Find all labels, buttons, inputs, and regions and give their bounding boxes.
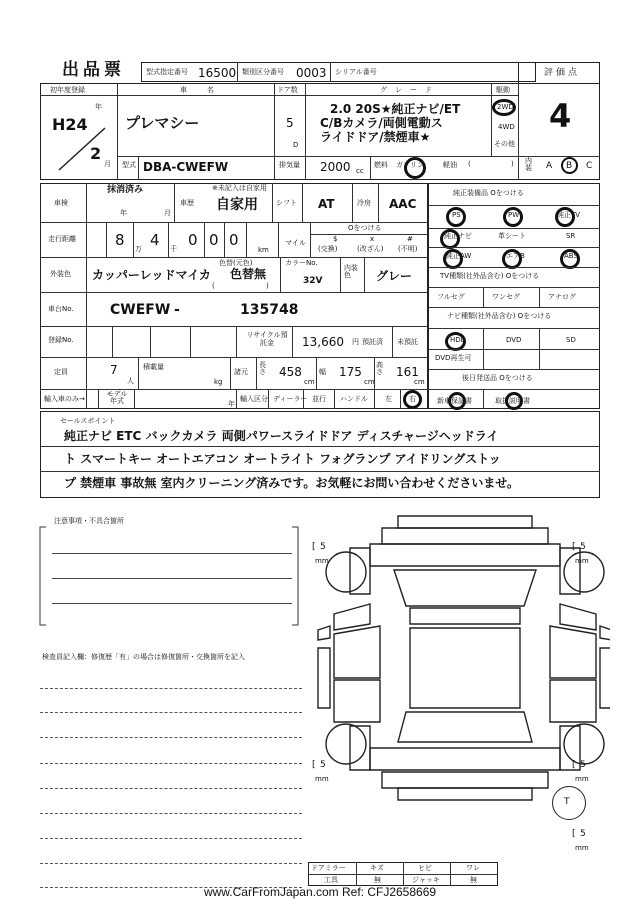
spare-mm: mm	[575, 844, 589, 852]
width-value: 175	[339, 365, 362, 379]
tire-rr-depth: 5	[580, 760, 586, 770]
km-unit: km	[258, 246, 269, 254]
caution-label: 注意事項・不具合箇所	[54, 517, 124, 525]
chassis-dash: -	[174, 302, 180, 318]
factory-header: 純正装備品 Oをつける	[453, 189, 524, 197]
equip-airbag[interactable]: エアB	[506, 252, 525, 260]
repaint-value: 色替無	[230, 267, 267, 281]
interior-grade-label: 内装	[525, 157, 532, 172]
drive-other[interactable]: その他	[494, 140, 515, 148]
form-title: 出品票	[62, 60, 125, 80]
serial-label: シリアル番号	[335, 68, 377, 76]
grade-line-3: ライドドア/禁煙車★	[320, 130, 431, 144]
ac-label: 冷房	[357, 199, 371, 207]
tire-rr-mm: mm	[575, 775, 589, 783]
repaint-label: 色替(元色)	[219, 259, 253, 267]
history-label: 車歴	[180, 199, 194, 207]
docs-header: 後日発送品 Oをつける	[462, 374, 533, 382]
car-name: プレマシー	[125, 114, 200, 132]
interior-color-label: 内装色	[344, 264, 358, 279]
meter-header: Oをつける	[348, 224, 382, 232]
equip-leather[interactable]: 革シート	[498, 232, 526, 240]
equip-airbag-circle	[502, 249, 522, 269]
equip-tv-circle	[555, 207, 575, 227]
handle-right-circle	[403, 390, 422, 409]
fuel-diesel[interactable]: 軽油	[443, 161, 457, 169]
interior-b[interactable]: B	[566, 161, 573, 171]
capacity-value: 7	[110, 363, 118, 377]
equip-pw-circle	[503, 207, 523, 227]
rating-value: 4	[549, 97, 572, 135]
model-cert-no: 16500	[198, 66, 237, 80]
interior-color-value: グレー	[376, 269, 413, 283]
chassis-label: 車台No.	[48, 305, 74, 313]
tv-analog[interactable]: アナログ	[548, 293, 576, 301]
inspector-label: 検査員記入欄：修復歴「有」の場合は修復箇所・交換箇所を記入	[42, 653, 245, 661]
fuel-paren-close: )	[511, 160, 514, 168]
navi-sd[interactable]: SD	[566, 336, 576, 344]
meter-opt-3[interactable]: #	[407, 235, 413, 243]
first-reg-month: 2	[90, 144, 102, 163]
equip-aw-circle	[443, 249, 463, 269]
equip-abs-circle	[560, 249, 580, 269]
drive-label: 駆動	[496, 86, 510, 94]
width-unit: cm	[364, 378, 375, 386]
grade-label: グレード	[380, 86, 440, 94]
doc-manual-circle	[505, 392, 523, 410]
year-label: 年	[95, 103, 102, 111]
tire-fl-mm: mm	[315, 557, 329, 565]
length-label: 長さ	[259, 361, 266, 376]
equip-tv[interactable]: 純正TV	[557, 211, 581, 219]
class-no: 0003	[296, 66, 327, 80]
legend-crack: ヒビ	[418, 864, 432, 872]
door-suffix: D	[293, 141, 299, 149]
handle-right[interactable]: 右	[409, 395, 416, 403]
ac-value: AAC	[389, 197, 417, 211]
tv-fullseg[interactable]: フルセグ	[437, 293, 465, 301]
model-cert-label: 型式指定番号	[146, 68, 188, 76]
repaint-paren-open: (	[212, 282, 215, 290]
class-label: 類別区分番号	[242, 68, 284, 76]
doc-warranty-circle	[448, 392, 466, 410]
fuel-gasoline[interactable]: ガソリン	[396, 161, 424, 169]
equip-ps[interactable]: PS	[452, 211, 461, 219]
reg-label: 登録No.	[48, 336, 74, 344]
recycle-unit: 円	[352, 338, 359, 346]
first-reg-label: 初年度登録	[50, 86, 85, 94]
mileage-sen: 千	[170, 245, 177, 253]
equip-navi-circle	[440, 229, 460, 249]
displacement-label: 排気量	[279, 161, 300, 169]
doors-label: ドア数	[277, 86, 298, 94]
length-value: 458	[279, 365, 302, 379]
name-label: 車名	[180, 86, 234, 94]
height-unit: cm	[414, 378, 425, 386]
equip-abs[interactable]: ABS	[564, 252, 578, 260]
chassis-no: 135748	[240, 302, 299, 318]
shaken-label: 車検	[54, 199, 68, 207]
recycle-label: リサイクル預託金	[246, 331, 288, 348]
footer-watermark[interactable]: www.CarFromJapan.com Ref: CFJ2658669	[203, 885, 437, 899]
fuel-paren-open: (	[468, 160, 471, 168]
tire-fr-bracket: [	[572, 542, 576, 552]
mile-label: マイル	[285, 239, 306, 247]
meter-opt-2[interactable]: x	[370, 235, 375, 243]
recycle-paid[interactable]: 預託済	[362, 338, 383, 346]
interior-c[interactable]: C	[586, 161, 593, 171]
legend-jack-label: ジャッキ	[412, 876, 440, 884]
navi-dvd[interactable]: DVD	[506, 336, 522, 344]
height-label: 高さ	[376, 361, 383, 376]
import-type-label: 輸入区分	[240, 395, 268, 403]
model-year-label: モデル年式	[106, 390, 128, 405]
mileage-digit-2: 4	[150, 231, 160, 249]
history-value: 自家用	[216, 197, 258, 213]
grade-line-1: 2.0 20S★純正ナビ/ET	[330, 102, 461, 116]
tire-fl-bracket: [	[312, 542, 316, 552]
legend-jack-value: 無	[470, 876, 477, 884]
mileage-digit-1: 8	[115, 231, 125, 249]
history-note: ※未記入は自家用	[212, 184, 267, 192]
tv-oneseg[interactable]: ワンセグ	[492, 293, 520, 301]
doors-value: 5	[286, 116, 294, 130]
shaken-month-label: 月	[164, 209, 171, 217]
first-reg-year: H24	[52, 115, 88, 134]
mileage-man: 万	[135, 245, 142, 253]
length-unit: cm	[304, 378, 315, 386]
load-label: 積載量	[143, 363, 164, 371]
recycle-value: 13,660	[302, 335, 344, 349]
sales-line-1: 純正ナビ ETC バックカメラ 両側パワースライドドア ディスチャージヘッドライ	[64, 429, 499, 443]
import-dealer[interactable]: ディーラー	[273, 395, 308, 403]
legend-tools-value: 無	[374, 876, 381, 884]
chassis-prefix: CWEFW	[110, 302, 171, 318]
doc-warranty[interactable]: 新車保証書	[437, 397, 472, 405]
spare-depth: 5	[580, 829, 586, 839]
sales-line-3: プ 禁煙車 事故無 室内クリーニング済みです。お気軽にお問い合わせくださいませ。	[64, 476, 519, 490]
legend-break: ワレ	[466, 864, 480, 872]
color-no-label: カラーNo.	[285, 259, 318, 267]
navi-hdd[interactable]: HDD	[450, 336, 467, 344]
fuel-label: 燃料	[374, 161, 388, 169]
tire-rl-mm: mm	[315, 775, 329, 783]
load-unit: kg	[214, 378, 223, 386]
interior-a[interactable]: A	[546, 161, 553, 171]
mileage-label: 走行距離	[48, 235, 76, 243]
meter-opt-2-label: (改ざん)	[357, 245, 384, 253]
repaint-paren-close: )	[266, 282, 269, 290]
color-label: 外装色	[50, 270, 71, 278]
spare-label: T	[564, 797, 570, 807]
color-no-value: 32V	[303, 276, 323, 286]
rating-label: 評価点	[544, 68, 581, 78]
displacement-value: 2000	[320, 160, 351, 174]
capacity-label: 定員	[54, 368, 68, 376]
mileage-digit-3: 0	[188, 231, 198, 249]
legend-scratch: キズ	[370, 864, 384, 872]
tire-rl-bracket: [	[312, 760, 316, 770]
equip-navi[interactable]: 純正ナビ	[444, 232, 472, 240]
model-value: DBA-CWEFW	[143, 160, 229, 174]
fuel-gasoline-circle	[404, 157, 426, 179]
sales-label: セールスポイント	[60, 417, 116, 425]
month-label: 月	[104, 160, 111, 168]
handle-left[interactable]: 左	[385, 395, 392, 403]
legend-tools-label: 工具	[324, 876, 338, 884]
drive-2wd-circle	[492, 99, 516, 116]
caution-bracket	[38, 525, 300, 629]
shaken-year-label: 年	[120, 209, 127, 217]
car-diagram	[310, 508, 610, 816]
model-label: 型式	[122, 161, 136, 169]
meter-opt-1[interactable]: $	[333, 235, 338, 243]
mileage-digit-5: 0	[229, 231, 239, 249]
tire-rr-bracket: [	[572, 760, 576, 770]
spare-bracket: [	[572, 829, 576, 839]
equip-sr[interactable]: SR	[566, 232, 576, 240]
tire-rl-depth: 5	[320, 760, 326, 770]
capacity-unit: 人	[127, 377, 134, 385]
legend-mirror: ドアミラー	[311, 864, 346, 872]
shift-label: シフト	[276, 199, 297, 207]
handle-label: ハンドル	[340, 395, 368, 403]
height-value: 161	[396, 365, 419, 379]
tire-fr-mm: mm	[575, 557, 589, 565]
meter-opt-3-label: (不明)	[398, 245, 418, 253]
dims-label: 諸元	[234, 368, 248, 376]
tire-fr-depth: 5	[580, 542, 586, 552]
color-value: カッパーレッドマイカ	[92, 268, 211, 282]
import-year-label: 年	[228, 400, 235, 408]
sales-line-2: ト スマートキー オートエアコン オートライト フォグランプ アイドリングストッ	[64, 452, 501, 466]
meter-opt-1-label: (交換)	[318, 245, 338, 253]
shaken-value: 抹消済み	[107, 185, 144, 195]
drive-4wd[interactable]: 4WD	[498, 123, 515, 131]
equip-pw[interactable]: PW	[508, 211, 520, 219]
tv-header: TV種類(社外品含む) Oをつける	[440, 272, 540, 280]
tire-fl-depth: 5	[320, 542, 326, 552]
cc-unit: cc	[356, 167, 364, 175]
width-label: 幅	[319, 368, 326, 376]
navi-header: ナビ種類(社外品含む) Oをつける	[447, 312, 552, 320]
equip-ps-circle	[446, 207, 466, 227]
equip-aw[interactable]: 純正AW	[446, 252, 472, 260]
import-parallel[interactable]: 並行	[312, 395, 326, 403]
interior-b-circle	[561, 157, 578, 174]
mileage-digit-4: 0	[209, 231, 219, 249]
recycle-unpaid[interactable]: 未預託	[397, 338, 418, 346]
doc-manual[interactable]: 取扱説明書	[495, 397, 530, 405]
import-label: 輸入車のみ→	[44, 395, 85, 403]
shift-value: AT	[318, 197, 335, 211]
dvd-playback[interactable]: DVD再生可	[435, 354, 472, 362]
drive-2wd[interactable]: 2WD	[497, 103, 514, 111]
grade-line-2: C/Bカメラ/両側電動ス	[320, 116, 443, 130]
